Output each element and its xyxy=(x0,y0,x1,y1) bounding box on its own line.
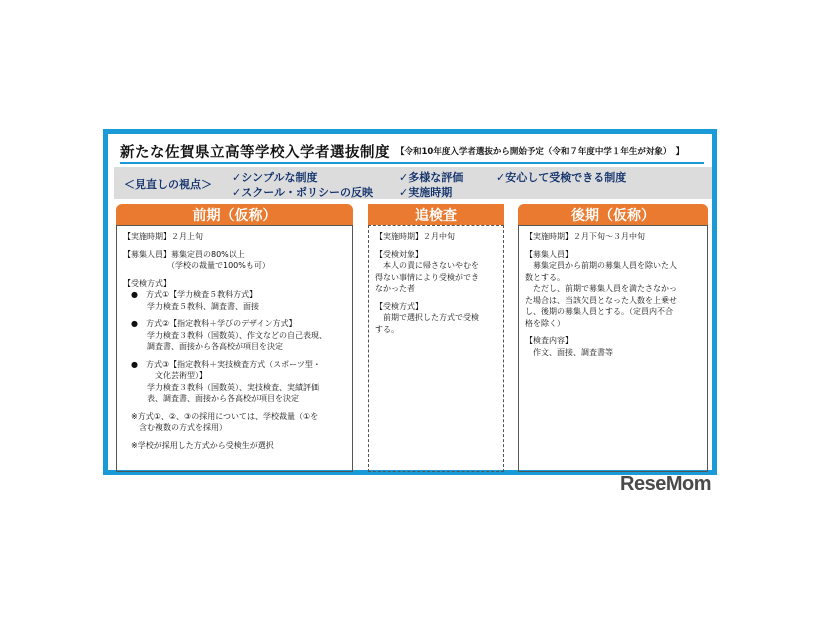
early-period-header: 前期（仮称） xyxy=(116,204,353,225)
column-2-line: 数とする。 xyxy=(525,272,565,282)
column-0-line: ● 方式①【学力検査５教科方式】 xyxy=(123,290,258,299)
column-0-line: ※学校が採用した方式から受検生が選択 xyxy=(123,440,274,450)
column-1-line: 【受検方式】 xyxy=(375,301,423,311)
column-2-line: 作文、面接、調査書等 xyxy=(525,347,613,357)
selection-system-panel xyxy=(103,129,717,475)
column-2-line: し、後期の募集人員とする。（定員内不合 xyxy=(525,307,673,316)
column-0-line: 学力検査５教科、調査書、面接 xyxy=(123,301,259,311)
column-0-line: ● 方式③【指定教科＋実技検査方式（スポーツ型・ xyxy=(123,359,321,369)
viewpoint-school-policy: ✓スクール・ポリシーの反映 xyxy=(232,186,373,199)
column-0-line: （学校の裁量で100%も可） xyxy=(123,261,270,270)
column-0-line: 含む複数の方式を採用） xyxy=(123,423,227,432)
column-2-line: 格を除く） xyxy=(525,318,565,328)
column-0-line: 学力検査３教科（国数英）、実技検査、実績評価 xyxy=(123,382,319,392)
viewpoint-diverse-evaluation: ✓多様な評価 xyxy=(399,171,464,184)
viewpoints-bar xyxy=(114,167,712,199)
column-1-line: する。 xyxy=(375,324,399,334)
late-period-body xyxy=(518,225,708,472)
column-0-line: 文化芸術型）】 xyxy=(123,371,207,380)
column-2-line: 【実施時期】２月下旬～３月中旬 xyxy=(525,232,645,241)
make-up-exam-body xyxy=(368,225,504,472)
viewpoint-peace-of-mind: ✓安心して受検できる制度 xyxy=(496,171,627,184)
viewpoint-timing: ✓実施時期 xyxy=(399,186,453,199)
page-title: 新たな佐賀県立高等学校入学者選抜制度 xyxy=(120,144,390,161)
column-2-line: 【募集人員】 xyxy=(525,249,573,259)
column-0-line: 【実施時期】２月上旬 xyxy=(123,232,203,241)
column-0-line: 【募集人員】募集定員の80%以上 xyxy=(123,249,245,259)
early-period-body xyxy=(116,225,353,472)
column-2-line: 【検査内容】 xyxy=(525,336,573,345)
column-0-line: ※方式①、②、③の採用については、学校裁量（①を xyxy=(123,411,319,421)
column-0-line: 調査書、面接から各高校が項目を決定 xyxy=(123,342,283,351)
column-2-line: た場合は、当該欠員となった人数を上乗せ xyxy=(525,295,677,305)
resemom-logo: ReseMom xyxy=(620,473,711,495)
column-2-line: 募集定員から前期の募集人員を除いた人 xyxy=(525,261,677,270)
title-row xyxy=(120,140,704,164)
column-1-line: 【実施時期】２月中旬 xyxy=(375,232,455,241)
column-0-line: 【受検方式】 xyxy=(123,278,171,288)
column-1-line: 本人の責に帰さないやむを xyxy=(375,261,479,270)
column-0-line: 学力検査３教科（国数英）、作文などの自己表現、 xyxy=(123,330,327,340)
column-1-line: 得ない事情により受検ができ xyxy=(375,272,479,282)
viewpoint-simple: ✓シンプルな制度 xyxy=(232,171,318,184)
column-1-line: なかった者 xyxy=(375,284,415,293)
column-1-line: 前期で選択した方式で受検 xyxy=(375,313,479,322)
column-2-line: ただし、前期で募集人員を満たさなかっ xyxy=(525,284,677,293)
column-0-line: ● 方式②【指定教科＋学びのデザイン方式】 xyxy=(123,319,297,328)
column-1-line: 【受検対象】 xyxy=(375,249,423,259)
title-note: 【令和10年度入学者選抜から開始予定（令和７年度中学１年生が対象） 】 xyxy=(396,147,685,157)
viewpoints-label: ＜見直しの視点＞ xyxy=(124,178,212,191)
column-0-line: 表、調査書、面接から各高校が項目を決定 xyxy=(123,394,299,403)
late-period-header: 後期（仮称） xyxy=(518,204,708,225)
make-up-exam-header: 追検査 xyxy=(368,204,504,225)
